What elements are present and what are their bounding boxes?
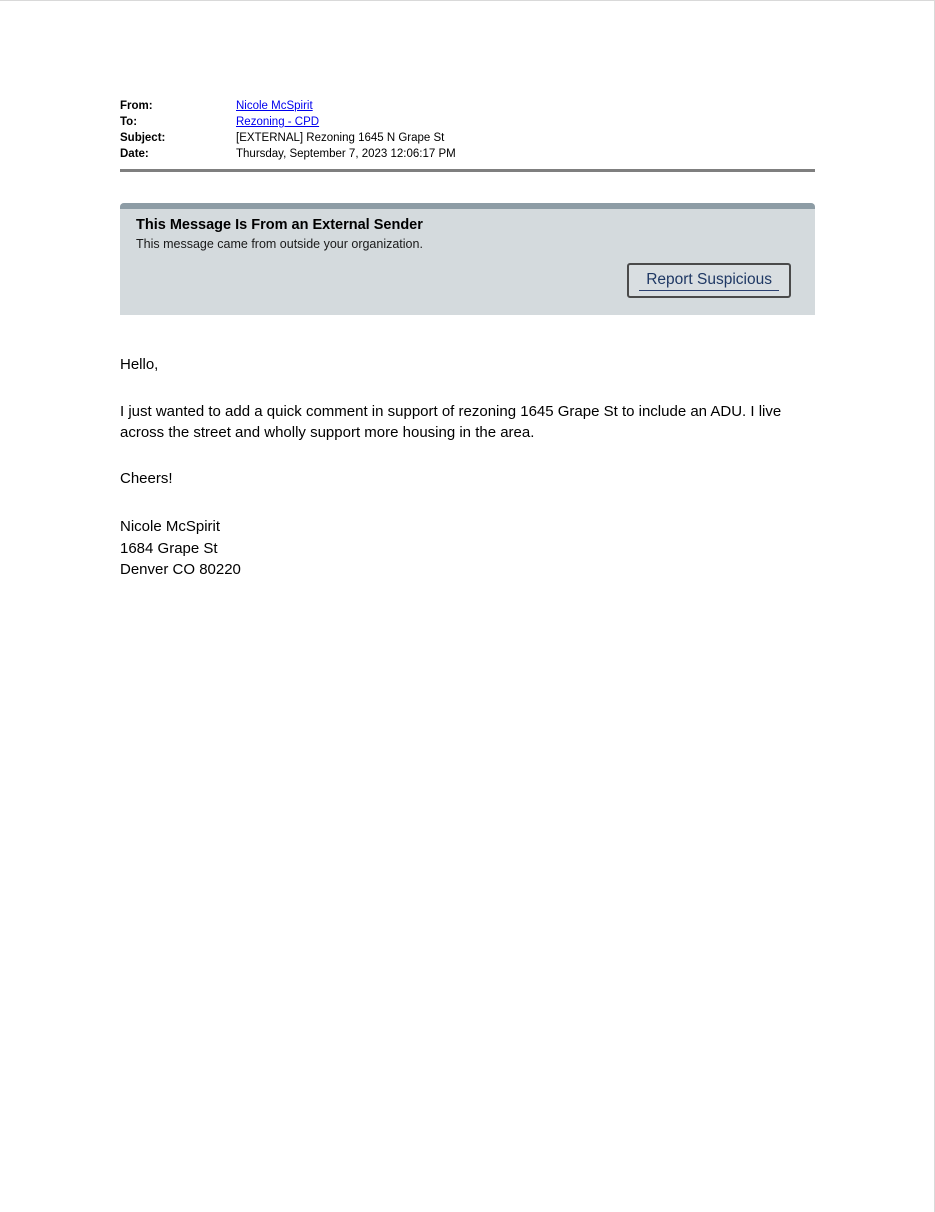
subject-value: [EXTERNAL] Rezoning 1645 N Grape St (236, 132, 445, 144)
subject-label: Subject: (120, 132, 166, 144)
body-paragraph: I just wanted to add a quick comment in support of rezoning 1645 Grape St to include an ADU. I live across the street and wholly support more housing in the area. (120, 402, 782, 441)
closing-text: Cheers! (120, 469, 173, 487)
signature-street: 1684 Grape St (120, 539, 218, 557)
from-link[interactable]: Nicole McSpirit (236, 100, 313, 112)
header-row-date (120, 146, 815, 162)
banner-top-strip (120, 203, 815, 209)
header-separator (120, 169, 815, 172)
header-row-from (120, 98, 815, 114)
greeting-text: Hello, (120, 356, 159, 373)
header-row-subject (120, 130, 815, 146)
signature-block (120, 516, 815, 581)
external-sender-banner (120, 203, 815, 315)
report-suspicious-label: Report Suspicious (639, 271, 779, 291)
email-header (120, 98, 815, 162)
header-row-to (120, 114, 815, 130)
report-suspicious-button[interactable] (627, 263, 791, 298)
to-label: To: (120, 116, 138, 128)
to-link[interactable]: Rezoning - CPD (236, 116, 320, 128)
signature-name: Nicole McSpirit (120, 518, 221, 535)
date-value: Thursday, September 7, 2023 12:06:17 PM (236, 148, 456, 160)
banner-title: This Message Is From an External Sender (136, 217, 423, 233)
banner-subtitle: This message came from outside your organization. (136, 237, 423, 251)
email-body (120, 354, 815, 581)
date-label: Date: (120, 148, 149, 160)
from-label: From: (120, 100, 153, 112)
signature-city: Denver CO 80220 (120, 561, 241, 578)
